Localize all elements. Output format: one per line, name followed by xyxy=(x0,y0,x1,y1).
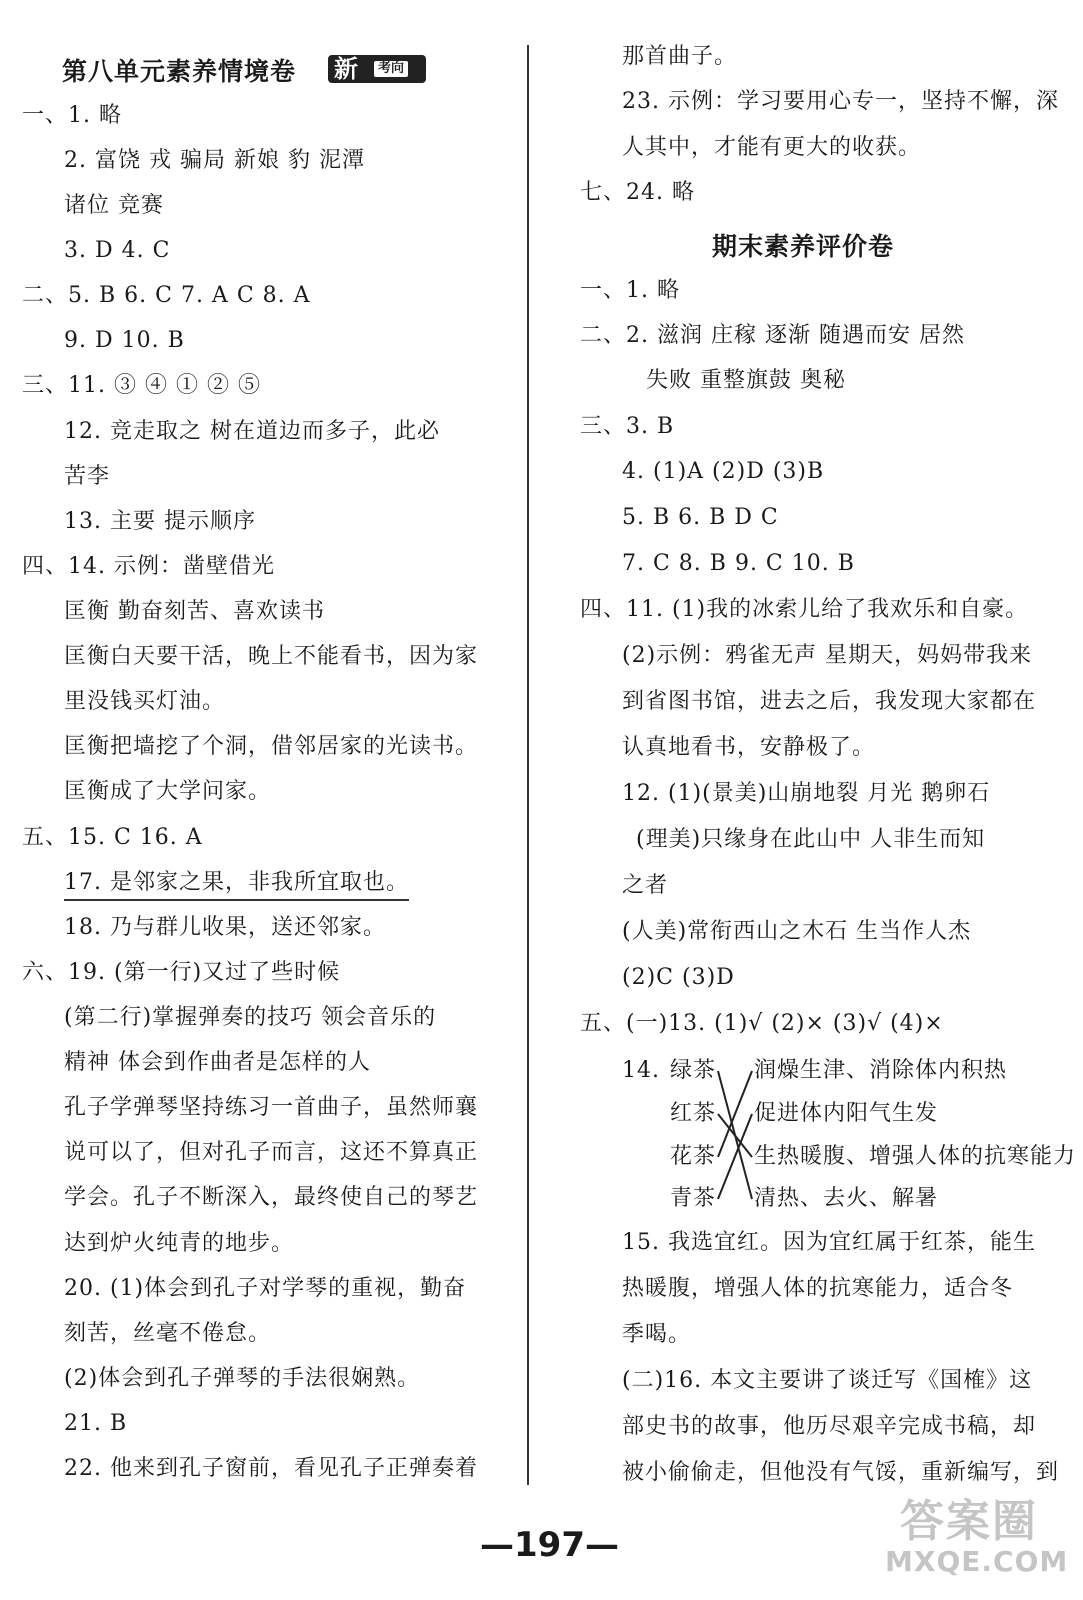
effect-item: 清热、去火、解暑 xyxy=(754,1186,939,1211)
answer-line: 二、5. B 6. C 7. A C 8. A xyxy=(22,283,311,308)
badge-text-new: 新 xyxy=(334,55,358,83)
tea-item: 青茶 xyxy=(670,1186,717,1211)
tea-item: 红茶 xyxy=(670,1101,717,1126)
answer-line-underlined: 17. 是邻家之果，非我所宜取也。 xyxy=(64,868,409,901)
answer-line: 失败 重整旗鼓 奥秘 xyxy=(646,368,846,393)
effect-item: 润燥生津、消除体内积热 xyxy=(754,1058,1008,1083)
answer-line: 里没钱买灯油。 xyxy=(64,689,226,714)
answer-line: 五、15. C 16. A xyxy=(22,825,203,850)
answer-line: 人其中，才能有更大的收获。 xyxy=(622,135,922,160)
answer-line: 5. B 6. B D C xyxy=(622,505,779,530)
effect-item: 促进体内阳气生发 xyxy=(754,1101,939,1126)
answer-line: 那首曲子。 xyxy=(622,44,738,69)
answer-line: 七、24. 略 xyxy=(580,180,695,205)
column-divider xyxy=(527,45,529,1485)
answer-line: 匡衡白天要干活，晚上不能看书，因为家 xyxy=(64,644,479,669)
answer-line: 12. (1)(景美)山崩地裂 月光 鹅卵石 xyxy=(622,781,991,806)
q14-label: 14. xyxy=(622,1058,660,1083)
answer-line: 二、2. 滋润 庄稼 逐渐 随遇而安 居然 xyxy=(580,323,965,348)
answer-line: 精神 体会到作曲者是怎样的人 xyxy=(64,1050,371,1075)
answer-line: 说可以了，但对孔子而言，这还不算真正 xyxy=(64,1140,479,1165)
answer-line: 热暖腹，增强人体的抗寒能力，适合冬 xyxy=(622,1276,1014,1301)
answer-line: 2. 富饶 戎 骗局 新娘 豹 泥潭 xyxy=(64,148,365,173)
matching-lines xyxy=(540,0,1083,1300)
left-section-title: 第八单元素养情境卷 xyxy=(62,57,297,86)
answer-line: 匡衡 勤奋刻苦、喜欢读书 xyxy=(64,599,325,624)
answer-line: (2)示例：鸦雀无声 星期天，妈妈带我来 xyxy=(622,643,1033,668)
answer-line: 三、11. ③ ④ ① ② ⑤ xyxy=(22,373,261,398)
answer-line: 匡衡把墙挖了个洞，借邻居家的光读书。 xyxy=(64,734,479,759)
answer-line: (2)C (3)D xyxy=(622,965,735,990)
answer-line: (人美)常衔西山之木石 生当作人杰 xyxy=(622,919,972,944)
answer-line: 苦李 xyxy=(64,464,111,489)
answer-line: 四、11. (1)我的冰索儿给了我欢乐和自豪。 xyxy=(580,597,1029,622)
answer-line: 到省图书馆，进去之后，我发现大家都在 xyxy=(622,689,1037,714)
answer-line: 六、19. (第一行)又过了些时候 xyxy=(22,960,341,985)
tea-item: 绿茶 xyxy=(670,1058,717,1083)
tea-item: 花茶 xyxy=(670,1144,717,1169)
answer-line: 23. 示例：学习要用心专一，坚持不懈，深 xyxy=(622,89,1059,114)
answer-line: 一、1. 略 xyxy=(22,103,122,128)
right-section-title: 期末素养评价卷 xyxy=(712,232,895,261)
answer-line: 3. D 4. C xyxy=(64,238,171,263)
answer-line: 4. (1)A (2)D (3)B xyxy=(622,459,825,484)
match-line xyxy=(718,1114,752,1157)
answer-line: 三、3. B xyxy=(580,414,675,439)
watermark-url: MXQE.COM xyxy=(885,1545,1069,1578)
answer-line: 7. C 8. B 9. C 10. B xyxy=(622,551,855,576)
answer-line: (二)16. 本文主要讲了谈迁写《国榷》这 xyxy=(622,1368,1033,1393)
match-line xyxy=(718,1071,752,1157)
answer-line: 之者 xyxy=(622,873,669,898)
answer-line: 15. 我选宜红。因为宜红属于红茶，能生 xyxy=(622,1230,1036,1255)
answer-line: 部史书的故事，他历尽艰辛完成书稿，却 xyxy=(622,1414,1037,1439)
answer-line: 达到炉火纯青的地步。 xyxy=(64,1231,295,1256)
badge-text-kaoxiang: 考向 xyxy=(374,61,408,77)
answer-line: 认真地看书，安静极了。 xyxy=(622,735,876,760)
answer-line: 四、14. 示例：凿壁借光 xyxy=(22,554,275,579)
new-exam-badge xyxy=(328,55,426,83)
answer-line: (第二行)掌握弹奏的技巧 领会音乐的 xyxy=(64,1005,437,1030)
page-number: —197— xyxy=(480,1525,619,1565)
answer-line: 一、1. 略 xyxy=(580,278,680,303)
answer-line: 13. 主要 提示顺序 xyxy=(64,509,256,534)
answer-line: 学会。孔子不断深入，最终使自己的琴艺 xyxy=(64,1185,479,1210)
answer-line: 孔子学弹琴坚持练习一首曲子，虽然师襄 xyxy=(64,1095,479,1120)
answer-line: 诸位 竞赛 xyxy=(64,193,164,218)
answer-line: 18. 乃与群儿收果，送还邻家。 xyxy=(64,915,386,940)
answer-line: 9. D 10. B xyxy=(64,328,185,353)
answer-line: (理美)只缘身在此山中 人非生而知 xyxy=(636,827,986,852)
match-line xyxy=(718,1114,752,1199)
watermark-logo: 答案圈 xyxy=(900,1496,1038,1547)
answer-line: 22. 他来到孔子窗前，看见孔子正弹奏着 xyxy=(64,1456,478,1481)
answer-line: 季喝。 xyxy=(622,1322,692,1347)
answer-line: 12. 竞走取之 树在道边而多子，此必 xyxy=(64,419,440,444)
answer-line: 匡衡成了大学问家。 xyxy=(64,779,272,804)
effect-item: 生热暖腹、增强人体的抗寒能力 xyxy=(754,1144,1077,1169)
page-number-value: 197 xyxy=(514,1525,585,1565)
answer-line: 20. (1)体会到孔子对学琴的重视，勤奋 xyxy=(64,1276,467,1301)
answer-line: 被小偷偷走，但他没有气馁，重新编写，到 xyxy=(622,1460,1060,1485)
answer-line: 刻苦，丝毫不倦怠。 xyxy=(64,1321,272,1346)
answer-line: (2)体会到孔子弹琴的手法很娴熟。 xyxy=(64,1366,421,1391)
answer-line: 21. B xyxy=(64,1411,128,1436)
answer-line: 五、(一)13. (1)√ (2)× (3)√ (4)× xyxy=(580,1011,944,1036)
